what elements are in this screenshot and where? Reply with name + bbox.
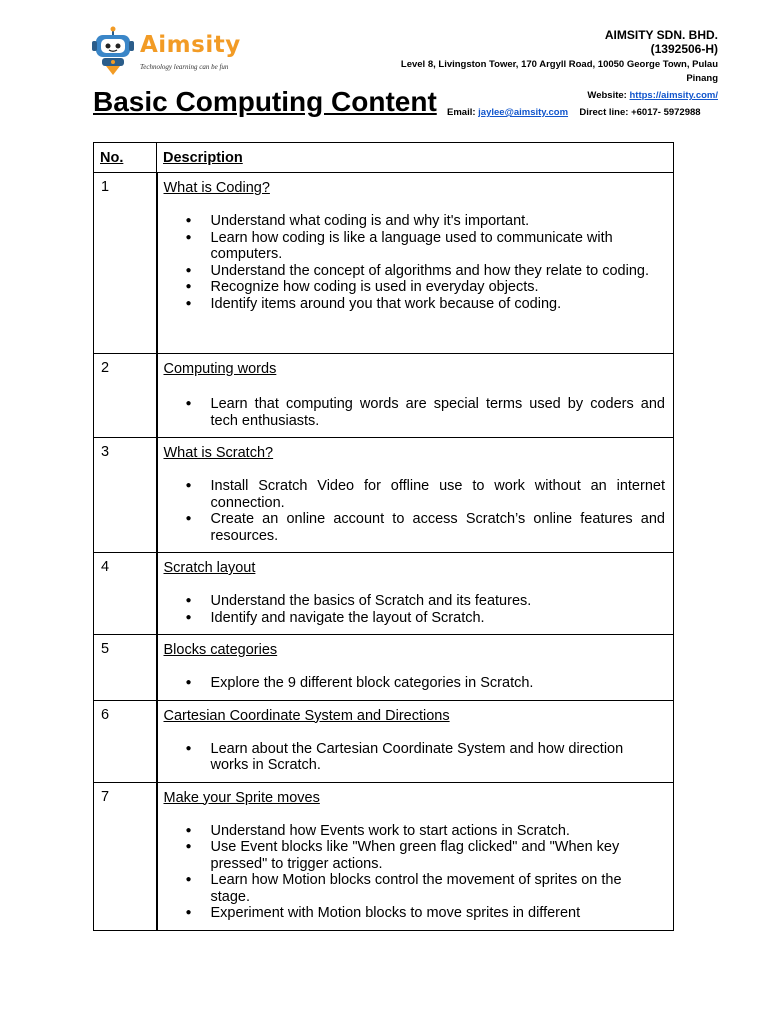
- list-item: ● Explore the 9 different block categories in Scratch.: [158, 675, 666, 692]
- row-number: 6: [101, 706, 110, 723]
- direct-line-label: Direct line:: [579, 107, 629, 118]
- table-row: [94, 553, 674, 635]
- company-registration: (1392506-H): [650, 42, 718, 56]
- list-item: ● Learn that computing words are special terms used by coders and tech enthusiasts.: [158, 396, 666, 429]
- row-number: 3: [101, 444, 110, 460]
- row-topic: Cartesian Coordinate System and Directions: [163, 707, 450, 724]
- table-row: [94, 173, 674, 354]
- row-number: 2: [101, 360, 110, 376]
- logo-tagline: Technology learning can be fun: [140, 63, 229, 71]
- table-row: [94, 438, 674, 553]
- table-row: [94, 700, 674, 782]
- website-label: Website:: [587, 90, 627, 101]
- row-number: 4: [101, 559, 110, 575]
- direct-line-number: +6017- 5972988: [631, 107, 701, 118]
- row-topic: What is Scratch?: [163, 445, 274, 461]
- page-title: Basic Computing Content: [93, 86, 437, 117]
- logo-brand-text: Aimsity: [140, 32, 241, 58]
- header-no: No.: [94, 143, 157, 173]
- row-number: 7: [101, 788, 110, 805]
- company-website-line: [388, 89, 718, 103]
- company-info: [388, 28, 718, 103]
- list-item: ● Understand the concept of algorithms and how they relate to coding.: [158, 263, 666, 280]
- contact-line: [447, 107, 701, 118]
- content-table: [93, 142, 674, 931]
- table-row: [94, 354, 674, 438]
- list-item: ● Identify items around you that work because of coding.: [158, 296, 666, 313]
- table-header-row: [94, 143, 674, 173]
- table-row: [94, 635, 674, 701]
- list-item: ● Learn how Motion blocks control the movement of sprites on the stage.: [158, 872, 666, 905]
- header-description: Description: [157, 143, 674, 173]
- table-row: [94, 782, 674, 930]
- company-address: Level 8, Livingston Tower, 170 Argyll Road, 10050 George Town, Pulau Pinang: [400, 59, 718, 84]
- list-item: ● Identify and navigate the layout of Scratch.: [158, 610, 666, 627]
- row-topic: What is Coding?: [163, 180, 270, 196]
- row-topic: Make your Sprite moves: [163, 789, 320, 806]
- row-topic: Computing words: [163, 361, 277, 377]
- row-number: 5: [101, 641, 110, 657]
- email-label: Email:: [447, 107, 476, 118]
- list-item: ● Install Scratch Video for offline use to work without an internet connection.: [158, 478, 666, 511]
- list-item: ● Recognize how coding is used in everyday objects.: [158, 279, 666, 296]
- list-item: ● Understand the basics of Scratch and its features.: [158, 593, 666, 610]
- robot-mascot-icon: [90, 26, 136, 76]
- list-item: ● Create an online account to access Scratch’s online features and resources.: [158, 511, 666, 544]
- row-topic: Blocks categories: [163, 642, 278, 658]
- list-item: ● Understand how Events work to start actions in Scratch.: [158, 823, 666, 840]
- company-name: AIMSITY SDN. BHD.: [604, 28, 718, 42]
- row-topic: Scratch layout: [163, 560, 256, 576]
- company-logo: [90, 26, 250, 76]
- row-number: 1: [101, 179, 110, 195]
- list-item: ● Use Event blocks like "When green flag clicked" and "When key pressed" to trigger actions.: [158, 839, 666, 872]
- email-link[interactable]: jaylee@aimsity.com: [478, 107, 569, 118]
- list-item: ● Learn about the Cartesian Coordinate System and how direction works in Scratch.: [158, 741, 666, 774]
- website-link[interactable]: https://aimsity.com/: [629, 90, 718, 101]
- list-item: ● Experiment with Motion blocks to move sprites in different: [158, 905, 666, 922]
- list-item: ● Learn how coding is like a language used to communicate with computers.: [158, 230, 666, 263]
- list-item: ● Understand what coding is and why it's important.: [158, 213, 666, 230]
